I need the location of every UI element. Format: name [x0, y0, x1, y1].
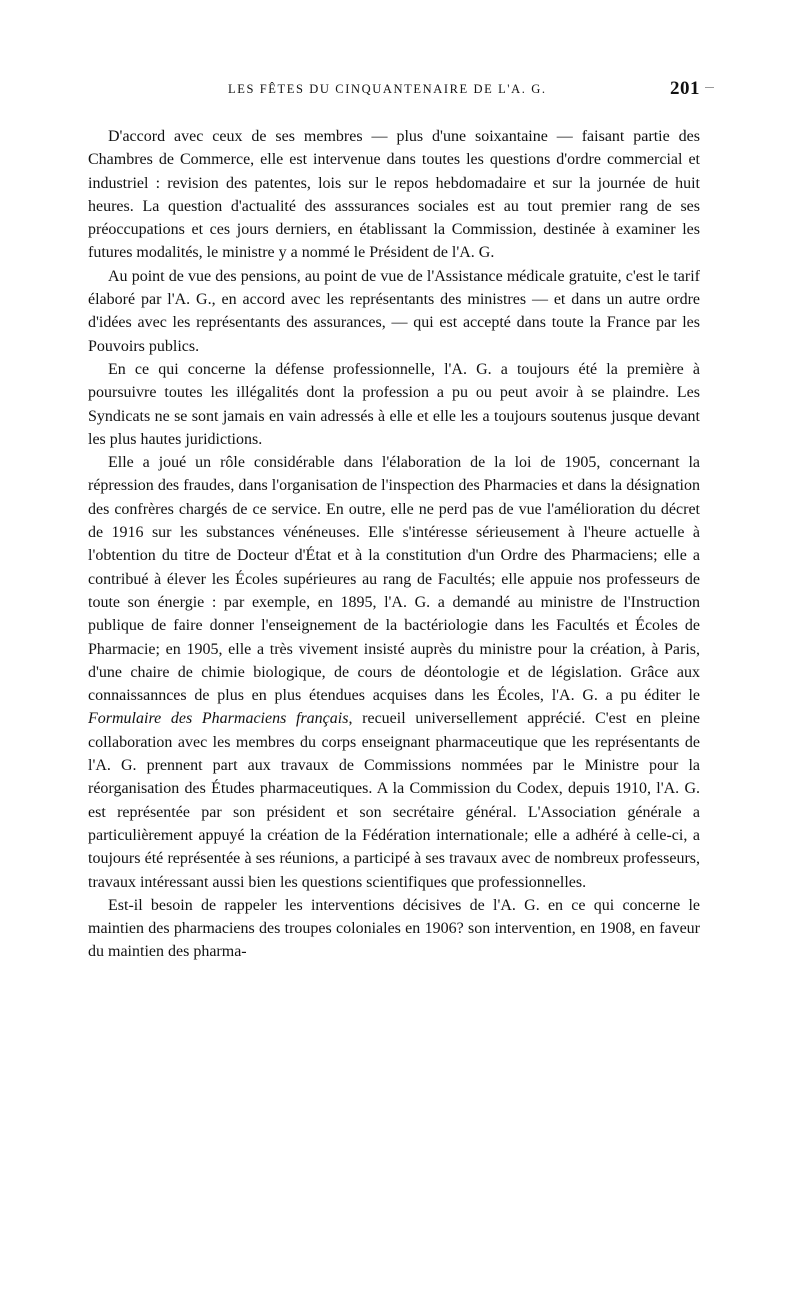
paragraph-commerce: D'accord avec ceux de ses membres — plus d'une soixantaine — faisant partie des Chambres de Commerce, elle est intervenue dans toutes les questions d'ordre commercial et industriel : revision des patentes, lois sur le repos hebdomadaire et sur la journée de huit heures. La question d'actualité des asssurances sociales est au tout premier rang de ses préoccupations et ces jours derniers, en établissant la Commission, destinée à examiner les futures modalités, le ministre y a nommé le Président de l'A. G. [88, 128, 700, 262]
body-text [88, 125, 700, 964]
margin-dash [705, 87, 714, 88]
paragraph-legislation-continued: , recueil universellement apprécié. C'est en pleine collaboration avec les membres du corps enseignant pharmaceutique que les représentants de l'A. G. prennent part aux travaux de Commissions nommées par le Ministre pour la réorganisation des Études pharmaceutiques. A la Commission du Codex, depuis 1910, l'A. G. est représentée par son président et son secrétaire général. L'Association générale a particulièrement appuyé la création de la Fédération internationale; elle a adhéré à celle-ci, a toujours été représentée à ses réunions, a participé à ses travaux avec de nombreux professeurs, travaux intéressant aussi bien les questions scientifiques que professionnelles. [88, 710, 700, 891]
paragraph-pensions: Au point de vue des pensions, au point de vue de l'Assistance médicale gratuite, c'est le tarif élaboré par l'A. G., en accord avec les représentants des ministres — et dans un autre ordre d'idées avec les représentants des assurances, — qui est accepté dans toute la France par les Pouvoirs publics. [88, 267, 700, 355]
paragraph-defense: En ce qui concerne la défense professionnelle, l'A. G. a toujours été la première à poursuivre toutes les illégalités dont la profession a pu ou peut avoir à se plaindre. Les Syndicats ne se sont jamais en vain adressés à elle et elle les a toujours soutenus jusque devant les plus hautes juridictions. [88, 360, 700, 448]
running-header [88, 78, 700, 102]
book-title-formulaire: Formulaire des Pharmaciens français [88, 710, 349, 728]
paragraph-legislation [88, 451, 700, 894]
running-title: LES FÊTES DU CINQUANTENAIRE DE L'A. G. [228, 82, 547, 96]
paragraph-legislation-text: Elle a joué un rôle considérable dans l'élaboration de la loi de 1905, concernant la répression des fraudes, dans l'organisation de l'inspection des Pharmacies et dans la désignation des confrères chargés de ce service. En outre, elle ne perd pas de vue l'amélioration du décret de 1916 sur les substances vénéneuses. Elle s'intéresse sérieusement à l'heure actuelle à l'obtention du titre de Docteur d'État et à la constitution d'un Ordre des Pharmaciens; elle a contribué à élever les Écoles supérieures au rang de Facultés; elle appuie nos professeurs de toute son énergie : par exemple, en 1895, l'A. G. a demandé au ministre de l'Instruction publique de faire donner l'enseignement de la bactériologie dans les Facultés et Écoles de Pharmacie; en 1905, elle a très vivement insisté auprès du ministre pour la création, à Paris, d'une chaire de chimie biologique, de cours de déontologie et de législation. Grâce aux connaissannces de plus en plus étendues acquises dans les Écoles, l'A. G. a pu éditer le [88, 454, 700, 705]
page-number: 201 [670, 78, 700, 99]
paragraph-interventions: Est-il besoin de rappeler les interventions décisives de l'A. G. en ce qui concerne le maintien des pharmaciens des troupes coloniales en 1906? son intervention, en 1908, en faveur du maintien des pharma- [88, 896, 700, 961]
